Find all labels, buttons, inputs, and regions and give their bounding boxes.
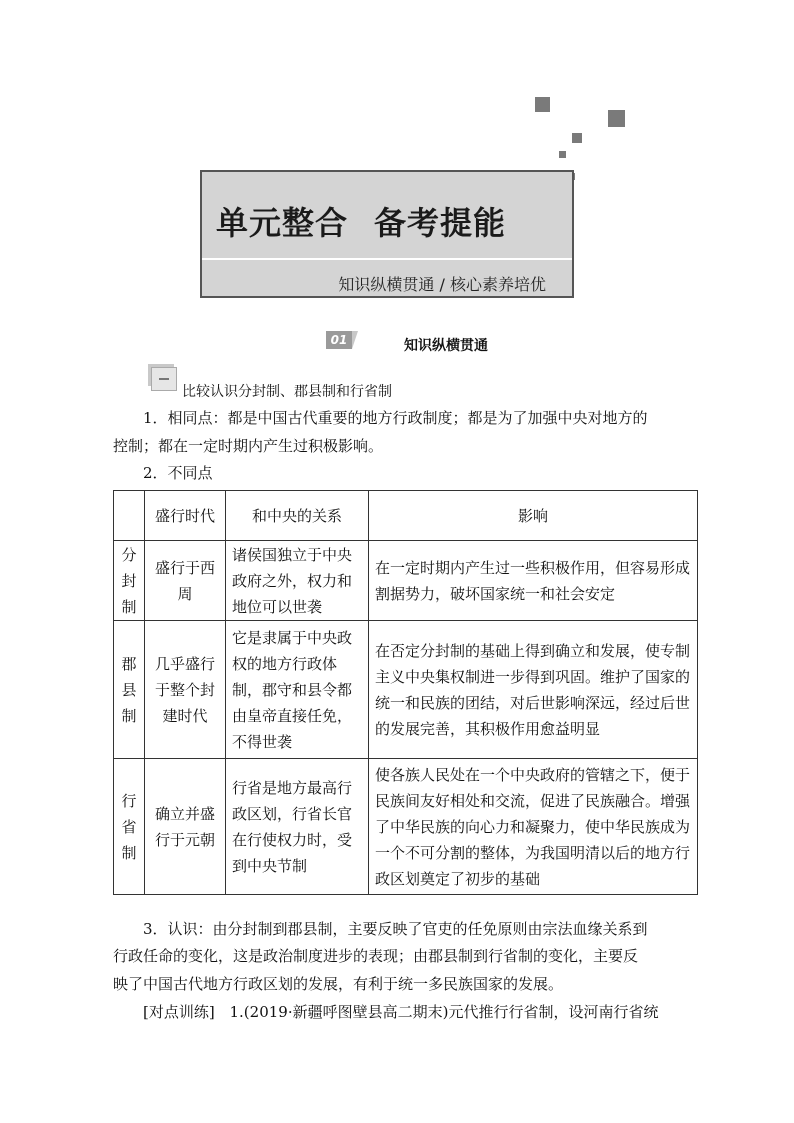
unit-banner bbox=[200, 170, 574, 298]
deco-square bbox=[608, 110, 625, 127]
table-cell-relation: 它是隶属于中央政权的地方行政体制，郡守和县令都由皇帝直接任免，不得世袭 bbox=[226, 621, 369, 759]
table-cell-impact: 在否定分封制的基础上得到确立和发展，使专制主义中央集权制进一步得到巩固。维护了国家的统一和民族的团结，对后世影响深远，经过后世的发展完善，其积极作用愈益明显 bbox=[369, 621, 698, 759]
table-cell-impact: 在一定时期内产生过一些积极作用，但容易形成割据势力，破坏国家统一和社会安定 bbox=[369, 541, 698, 621]
point1-paragraph bbox=[143, 404, 683, 432]
section-title: 知识纵横贯通 bbox=[404, 338, 488, 354]
table-cell-era: 确立并盛行于元朝 bbox=[145, 759, 226, 895]
point1-label: 1．相同点： bbox=[143, 409, 228, 427]
table-header: 盛行时代 bbox=[145, 491, 226, 541]
table-row bbox=[114, 759, 698, 895]
topic-heading: 比较认识分封制、郡县制和行省制 bbox=[182, 384, 392, 400]
table-cell-system: 郡县制 bbox=[114, 621, 145, 759]
deco-square bbox=[559, 151, 566, 158]
point3-paragraph bbox=[143, 915, 648, 943]
deco-square bbox=[535, 97, 550, 112]
banner-title bbox=[216, 198, 506, 244]
deco-square bbox=[572, 133, 582, 143]
banner-title-part2: 备考提能 bbox=[374, 204, 507, 242]
banner-title-part1: 单元整合 bbox=[216, 204, 349, 242]
point1-paragraph-cont: 控制；都在一定时期内产生过积极影响。 bbox=[113, 437, 384, 455]
exercise-text: 1.(2019·新疆呼图壁县高二期末)元代推行行省制，设河南行省统 bbox=[229, 1003, 659, 1021]
point2-label: 2．不同点 bbox=[143, 464, 213, 482]
point3-line1: 由分封制到郡县制，主要反映了官吏的任免原则由宗法血缘关系到 bbox=[212, 920, 648, 938]
table-cell-relation: 行省是地方最高行政区划，行省长官在行使权力时，受到中央节制 bbox=[226, 759, 369, 895]
point1-text-line1: 都是中国古代重要的地方行政制度；都是为了加强中央对地方的 bbox=[227, 409, 648, 427]
topic-marker-icon bbox=[148, 364, 178, 390]
table-row bbox=[114, 541, 698, 621]
table-corner-cell bbox=[114, 491, 145, 541]
exercise-line bbox=[143, 998, 658, 1026]
table-header-row bbox=[114, 491, 698, 541]
table-cell-impact: 使各族人民处在一个中央政府的管辖之下，便于民族间友好相处和交流，促进了民族融合。增强了中华民族的向心力和凝聚力，使中华民族成为一个不可分割的整体，为我国明清以后的地方行政区划奠定了初步的基础 bbox=[369, 759, 698, 895]
table-cell-era: 盛行于西周 bbox=[145, 541, 226, 621]
point3-line2: 行政任命的变化，这是政治制度进步的表现；由郡县制到行省制的变化，主要反 bbox=[113, 947, 639, 965]
banner-subtitle: 知识纵横贯通 / 核心素养培优 bbox=[338, 275, 546, 294]
exercise-tag: [对点训练] bbox=[143, 1003, 215, 1021]
comparison-table bbox=[113, 490, 698, 895]
table-cell-system: 分封制 bbox=[114, 541, 145, 621]
table-header: 影响 bbox=[369, 491, 698, 541]
table-cell-era: 几乎盛行于整个封建时代 bbox=[145, 621, 226, 759]
table-cell-relation: 诸侯国独立于中央政府之外，权力和地位可以世袭 bbox=[226, 541, 369, 621]
section-number-badge: 01 bbox=[326, 331, 352, 349]
point3-label: 3．认识： bbox=[143, 920, 213, 938]
banner-divider bbox=[202, 258, 572, 260]
point3-line3: 映了中国古代地方行政区划的发展，有利于统一多民族国家的发展。 bbox=[113, 975, 564, 993]
table-row bbox=[114, 621, 698, 759]
table-cell-system: 行省制 bbox=[114, 759, 145, 895]
table-header: 和中央的关系 bbox=[226, 491, 369, 541]
